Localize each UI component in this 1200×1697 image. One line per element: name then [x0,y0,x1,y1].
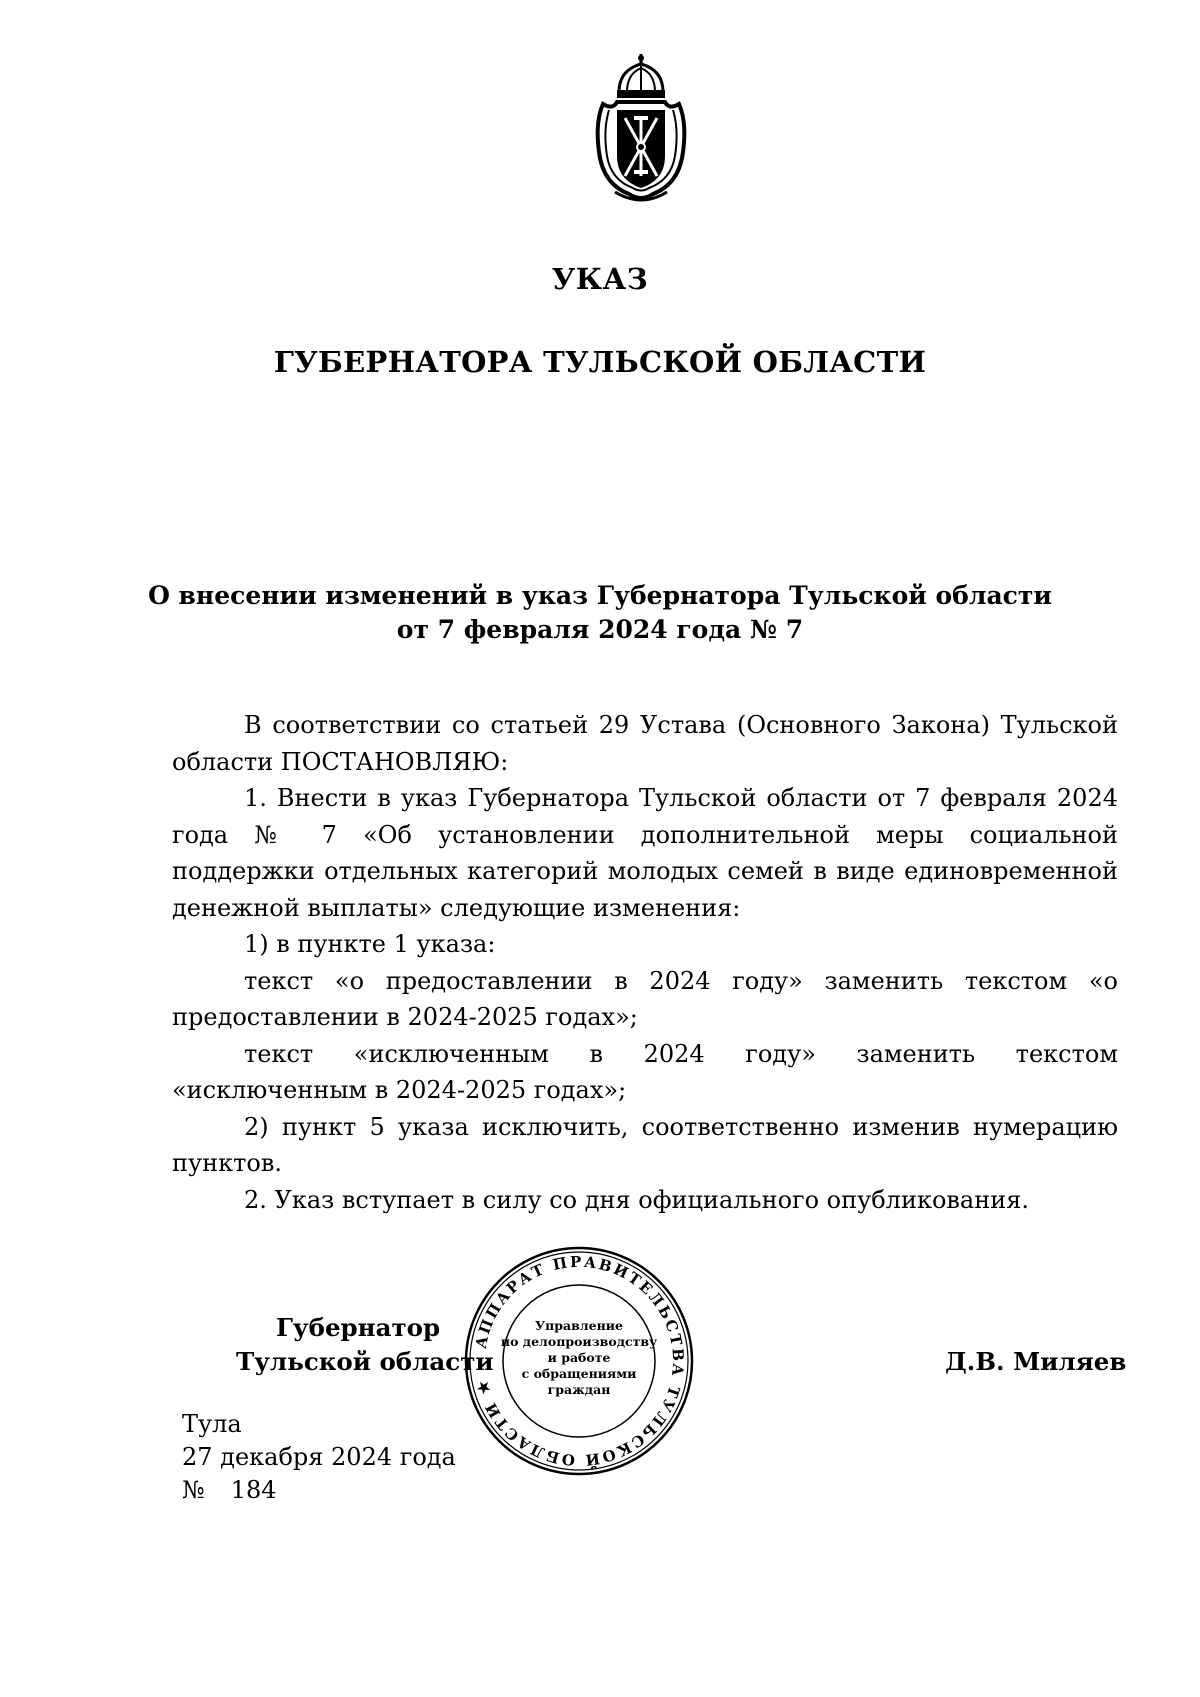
document-number [182,1474,456,1507]
signatory-position-line-2: Тульской области [236,1347,494,1376]
subject-line-2: от 7 февраля 2024 года № 7 [396,615,804,644]
paragraph-preamble: В соответствии со статьей 29 Устава (Основного Закона) Тульской области ПОСТАНОВЛЯЮ: [172,711,1118,776]
subject-line-1: О внесении изменений в указ Губернатора Тульской области [148,581,1052,610]
city: Тула [182,1410,242,1438]
issuer-title: ГУБЕРНАТОРА ТУЛЬСКОЙ ОБЛАСТИ [273,345,927,379]
svg-text:АППАРАТ ПРАВИТЕЛЬСТВА ТУЛЬСКОЙ: АППАРАТ ПРАВИТЕЛЬСТВА ТУЛЬСКОЙ ОБЛАСТИ ★ [471,1252,688,1470]
number-value: 184 [230,1476,277,1504]
place-date-number-block [182,1408,456,1507]
seal-line: граждан [547,1382,611,1397]
document-type-title: УКАЗ [551,262,649,296]
paragraph-replace-text-1: текст «о предоставлении в 2024 году» заменить текстом «о предоставлении в 2024-2025 годах»; [172,966,1118,1031]
signatory-name: Д.В. Миляев [945,1347,1127,1376]
seal-center-text [463,1318,695,1398]
tula-coat-of-arms-icon [589,52,693,208]
seal-line: с обращениями [521,1366,637,1381]
paragraph-subitem-1: 1) в пункте 1 указа: [244,930,496,958]
seal-line: по делопроизводству [500,1334,658,1349]
document-body [172,707,1118,1218]
signatory-position-line-1: Губернатор [276,1313,441,1342]
paragraph-subitem-2: 2) пункт 5 указа исключить, соответственно изменив нумерацию пунктов. [172,1112,1118,1177]
paragraph-replace-text-2: текст «исключенным в 2024 году» заменить текстом «исключенным в 2024-2025 годах»; [172,1039,1118,1104]
seal-line: Управление [535,1318,623,1333]
document-subject [0,579,1200,647]
seal-line: и работе [547,1350,611,1365]
number-sign: № [182,1476,205,1504]
paragraph-item-2: 2. Указ вступает в силу со дня официального опубликования. [244,1185,1029,1214]
date: 27 декабря 2024 года [182,1443,456,1471]
paragraph-item-1: 1. Внести в указ Губернатора Тульской области от 7 февраля 2024 года № 7 «Об установлении дополнительной меры социальной поддержки отдельных категорий молодых семей в виде единовременной денежной выплаты» следующие изменения: [172,784,1118,922]
